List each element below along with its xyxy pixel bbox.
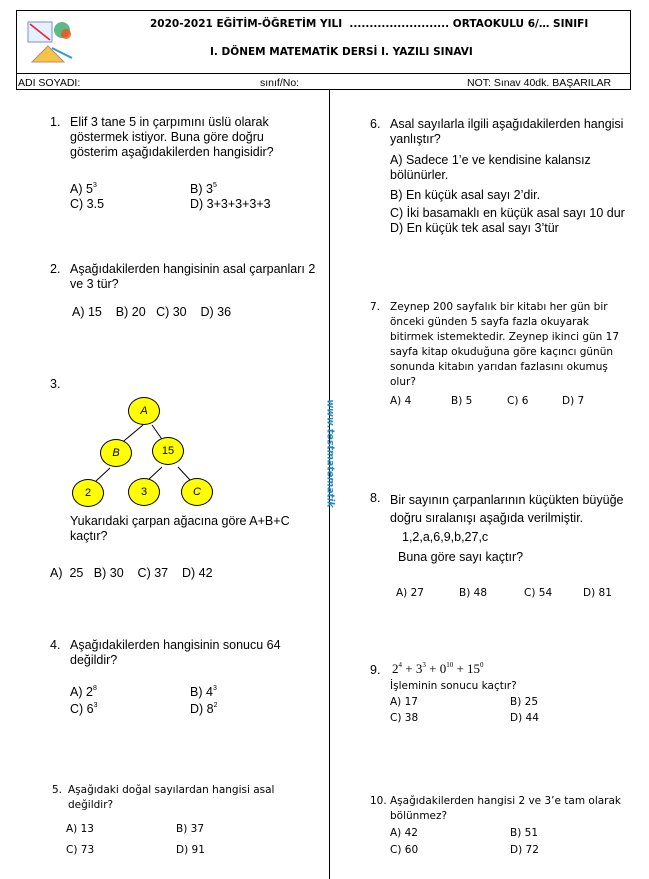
q8-question: Buna göre sayı kaçtır?: [398, 550, 524, 564]
q7-option-c[interactable]: C) 6: [507, 395, 529, 407]
q2-options[interactable]: A) 15 B) 20 C) 30 D) 36: [72, 305, 232, 319]
q6-text: Asal sayılarla ilgili aşağıdakilerden hangisi yanlıştır?: [390, 117, 624, 146]
q10-text: Aşağıdakilerden hangisi 2 ve 3’e tam olarak bölünmez?: [390, 795, 622, 822]
q7-option-b[interactable]: B) 5: [451, 395, 473, 407]
q9-exp-4: 0: [480, 661, 484, 669]
q8-sequence: 1,2,a,6,9,b,27,c: [402, 530, 489, 544]
q1-option-b[interactable]: [190, 182, 217, 196]
q4-option-b[interactable]: [190, 685, 217, 699]
q6-option-b[interactable]: B) En küçük asal sayı 2’dir.: [390, 188, 541, 202]
q5-option-a[interactable]: A) 13: [66, 823, 94, 835]
q8-option-d[interactable]: D) 81: [583, 587, 612, 599]
q1-number: 1.: [50, 115, 61, 129]
q4-text: Aşağıdakilerden hangisinin sonucu 64 değildir?: [70, 638, 281, 667]
exam-title: I. DÖNEM MATEMATİK DERSİ I. YAZILI SINAVI: [210, 46, 473, 58]
q7-number: 7.: [370, 301, 381, 313]
tree-node-15: 15: [152, 437, 184, 465]
q9-option-a[interactable]: A) 17: [390, 696, 418, 708]
q1-option-c[interactable]: C) 3.5: [70, 197, 105, 211]
q7-option-d[interactable]: D) 7: [562, 395, 585, 407]
q4-option-c[interactable]: [70, 702, 98, 716]
q7-text: Zeynep 200 sayfalık bir kitabı her gün bir önceki günden 5 sayfa fazla okuyarak bitirmek istemektedir. Zeynep ikinci gün 17 sayfa kitap okuduğuna göre kaçıncı günün sonunda kitabın yarıdan fazlasını okumuş olur?: [390, 301, 620, 388]
q1-option-a[interactable]: [70, 182, 97, 196]
q5-option-c[interactable]: C) 73: [66, 844, 95, 856]
q4-option-c-base: C) 6: [70, 702, 94, 716]
header-title: 2020-2021 EĞİTİM-ÖĞRETİM YILI ......................... ORTAOKULU 6/… SINIFI: [150, 18, 589, 30]
q5-text: Aşağıdaki doğal sayılardan hangisi asal değildir?: [68, 784, 275, 811]
q1-option-a-base: A) 5: [70, 182, 93, 196]
exam-note: NOT: Sınav 40dk. BAŞARILAR: [467, 77, 612, 89]
q6-option-c[interactable]: C) İki basamaklı en küçük asal sayı 10 dur: [390, 206, 625, 220]
watermark: www.testmatematik: [324, 399, 336, 508]
q9-base-1: 2: [392, 661, 399, 676]
q9-exp-3: 10: [446, 661, 454, 669]
q9-base-2: 3: [415, 661, 423, 676]
q4-option-b-exp: 3: [212, 685, 217, 692]
tree-node-a: A: [128, 397, 160, 425]
q9-base-4: 15: [467, 661, 481, 676]
tree-node-2: 2: [72, 479, 104, 507]
q4-number: 4.: [50, 638, 61, 652]
q9-option-d[interactable]: D) 44: [510, 712, 539, 724]
q10-number: 10.: [370, 795, 387, 807]
q9-exp-2: 3: [422, 661, 426, 669]
q8-number: 8.: [370, 491, 381, 505]
q2-number: 2.: [50, 262, 61, 276]
q7-option-a[interactable]: A) 4: [390, 395, 412, 407]
class-label: sınıf/No:: [260, 77, 300, 89]
tree-node-c: C: [181, 478, 213, 506]
q1-option-a-exp: 3: [92, 182, 97, 189]
q4-option-c-exp: 3: [93, 702, 98, 709]
q8-option-b[interactable]: B) 48: [459, 587, 487, 599]
q1-text: Elif 3 tane 5 in çarpımını üslü olarak göstermek istiyor. Buna göre doğru gösterim aşağıdakilerden hangisidir?: [70, 115, 274, 159]
q9-text: İşleminin sonucu kaçtır?: [390, 680, 517, 692]
q9-exp-1: 4: [398, 661, 402, 669]
q4-option-d-base: D) 8: [190, 702, 214, 716]
tree-node-b: B: [100, 439, 132, 467]
name-label: ADI SOYADI:: [18, 77, 81, 89]
q9-base-3: 0: [439, 661, 447, 676]
q3-text: Yukarıdaki çarpan ağacına göre A+B+C kaçtır?: [70, 514, 290, 543]
header-divider: [16, 73, 631, 74]
q8-option-a[interactable]: A) 27: [396, 587, 424, 599]
q9-expression: $2^4 + 3^3 + 0^{10} + 15^0$: [392, 661, 484, 676]
q1-option-d[interactable]: D) 3+3+3+3+3: [190, 197, 271, 211]
q4-option-a-base: A) 2: [70, 685, 93, 699]
q9-option-b[interactable]: B) 25: [510, 696, 538, 708]
q9-option-c[interactable]: C) 38: [390, 712, 419, 724]
q6-number: 6.: [370, 117, 381, 131]
q3-number: 3.: [50, 377, 61, 391]
q4-option-a[interactable]: [70, 685, 97, 699]
tree-node-3: 3: [128, 478, 160, 506]
q4-option-d[interactable]: [190, 702, 218, 716]
q6-option-a[interactable]: A) Sadece 1’e ve kendisine kalansız bölünürler.: [390, 153, 591, 182]
q1-option-b-exp: 5: [212, 182, 217, 189]
q6-option-d[interactable]: D) En küçük tek asal sayı 3’tür: [390, 221, 559, 235]
q8-text: Bir sayının çarpanlarının küçükten büyüğe doğru sıralanışı aşağıda verilmiştir.: [390, 493, 624, 525]
q10-option-a[interactable]: A) 42: [390, 827, 418, 839]
q9-number: 9.: [370, 663, 381, 677]
q4-option-a-exp: 8: [92, 685, 97, 692]
q10-option-b[interactable]: B) 51: [510, 827, 538, 839]
q1-option-b-base: B) 3: [190, 182, 213, 196]
q10-option-d[interactable]: D) 72: [510, 844, 539, 856]
q2-text: Aşağıdakilerden hangisinin asal çarpanları 2 ve 3 tür?: [70, 262, 316, 291]
q10-option-c[interactable]: C) 60: [390, 844, 419, 856]
q5-option-b[interactable]: B) 37: [176, 823, 204, 835]
q3-options[interactable]: A) 25 B) 30 C) 37 D) 42: [50, 566, 213, 580]
q4-option-d-exp: 2: [213, 702, 218, 709]
school-logo: [26, 18, 78, 64]
q5-option-d[interactable]: D) 91: [176, 844, 205, 856]
q8-option-c[interactable]: C) 54: [524, 587, 553, 599]
q4-option-b-base: B) 4: [190, 685, 213, 699]
q5-number: 5.: [52, 784, 63, 796]
